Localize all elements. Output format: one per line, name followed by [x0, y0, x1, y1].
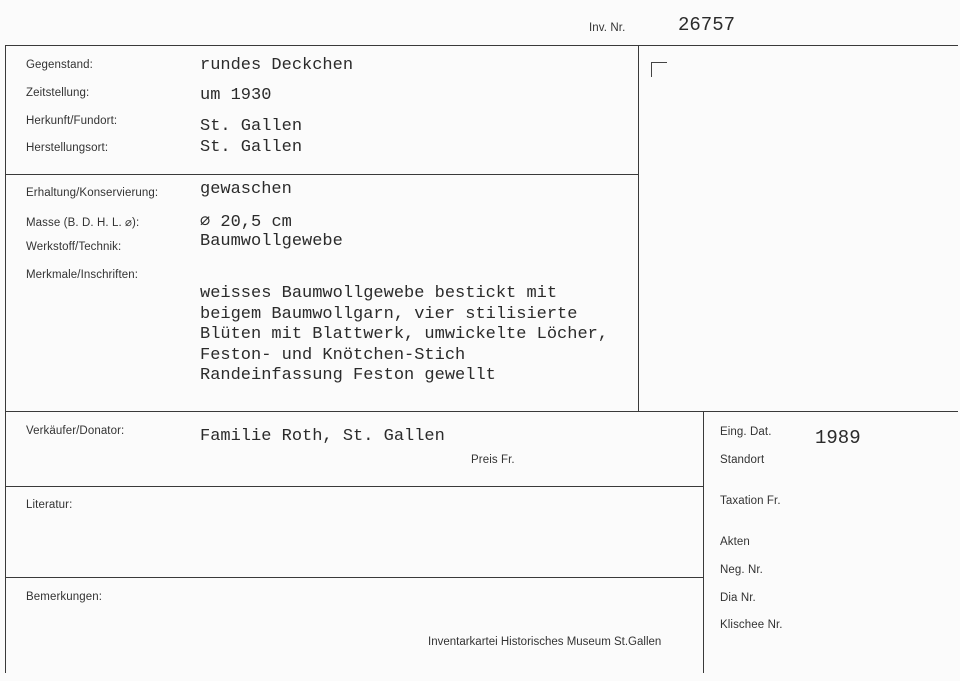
preis-label: Preis Fr. — [471, 454, 515, 466]
merkmale-line: Feston- und Knötchen-Stich — [200, 345, 466, 365]
inv-nr-value: 26757 — [678, 14, 736, 36]
werkstoff-label: Werkstoff/Technik: — [26, 241, 122, 253]
gegenstand-value: rundes Deckchen — [200, 56, 354, 75]
erhaltung-value: gewaschen — [200, 180, 292, 199]
merkmale-text — [200, 284, 608, 387]
erhaltung-label: Erhaltung/Konservierung: — [26, 187, 159, 199]
merkmale-line: Randeinfassung Feston gewellt — [200, 366, 496, 385]
merkmale-label: Merkmale/Inschriften: — [26, 269, 139, 281]
bemerkungen-label: Bemerkungen: — [26, 591, 102, 603]
zeitstellung-value: um 1930 — [200, 86, 272, 105]
zeitstellung-label: Zeitstellung: — [26, 87, 90, 99]
eing-dat-value: 1989 — [815, 427, 861, 449]
merkmale-line: beigem Baumwollgarn, vier stilisierte — [200, 304, 578, 324]
rule-right-column — [703, 411, 704, 673]
herstellungsort-value: St. Gallen — [200, 138, 303, 157]
footer-text: Inventarkartei Historisches Museum St.Gallen — [428, 636, 662, 648]
rule-section-1 — [5, 174, 639, 175]
eing-dat-label: Eing. Dat. — [720, 426, 772, 438]
klischee-nr-label: Klischee Nr. — [720, 619, 783, 631]
neg-nr-label: Neg. Nr. — [720, 564, 763, 576]
image-corner-mark — [651, 62, 667, 77]
taxation-label: Taxation Fr. — [720, 495, 781, 507]
werkstoff-value: Baumwollgewebe — [200, 232, 343, 251]
literatur-label: Literatur: — [26, 499, 73, 511]
herkunft-value: St. Gallen — [200, 117, 303, 136]
rule-section-4 — [5, 577, 703, 578]
rule-left — [5, 45, 6, 673]
merkmale-line: weisses Baumwollgewebe bestickt mit — [200, 284, 558, 303]
inv-nr-label: Inv. Nr. — [589, 22, 626, 34]
verkaeufer-label: Verkäufer/Donator: — [26, 425, 125, 437]
rule-top — [5, 45, 958, 46]
herkunft-label: Herkunft/Fundort: — [26, 115, 118, 127]
rule-section-3 — [5, 486, 703, 487]
akten-label: Akten — [720, 536, 750, 548]
standort-label: Standort — [720, 454, 765, 466]
verkaeufer-value: Familie Roth, St. Gallen — [200, 427, 445, 446]
rule-section-2 — [5, 411, 958, 412]
dia-nr-label: Dia Nr. — [720, 592, 756, 604]
herstellungsort-label: Herstellungsort: — [26, 142, 109, 154]
gegenstand-label: Gegenstand: — [26, 59, 93, 71]
rule-image-box-left — [638, 45, 639, 412]
masse-value: ⌀ 20,5 cm — [200, 213, 292, 232]
masse-label: Masse (B. D. H. L. ⌀): — [26, 217, 140, 229]
merkmale-line: Blüten mit Blattwerk, umwickelte Löcher, — [200, 325, 609, 344]
